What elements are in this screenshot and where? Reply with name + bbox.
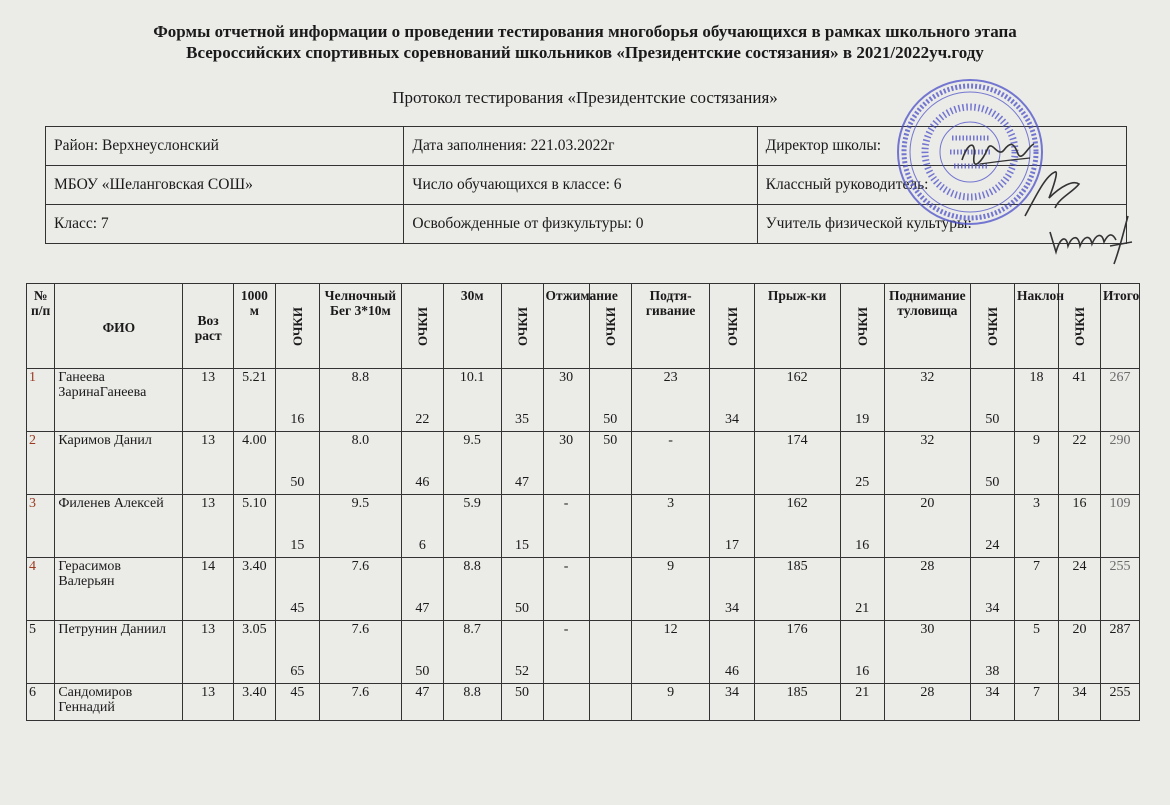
col-num: № п/п (27, 284, 55, 369)
points-cell: 24 (1059, 558, 1101, 621)
pullups-cell: - (631, 432, 710, 495)
bend-cell: 18 (1014, 369, 1058, 432)
total-cell: 287 (1101, 621, 1140, 684)
col-pullups: Подтя-гивание (631, 284, 710, 369)
bend-cell: 5 (1014, 621, 1058, 684)
pe-teacher-signature (1046, 212, 1136, 268)
school-cell: МБОУ «Шеланговская СОШ» (46, 166, 404, 205)
run30-cell: 8.7 (443, 621, 501, 684)
points-cell: 16 (1059, 495, 1101, 558)
points-cell: 34 (970, 558, 1014, 621)
student-name: Ганеева ЗаринаГанеева (55, 369, 183, 432)
run30-cell: 5.9 (443, 495, 501, 558)
points-cell: 15 (501, 495, 543, 558)
total-cell: 255 (1101, 684, 1140, 721)
points-cell: 50 (401, 621, 443, 684)
points-cell: 22 (1059, 432, 1101, 495)
director-signature (958, 132, 1038, 172)
run1000-cell: 3.05 (233, 621, 275, 684)
points-cell: 20 (1059, 621, 1101, 684)
student-name: Герасимов Валерьян (55, 558, 183, 621)
points-cell: 34 (710, 684, 754, 721)
points-cell: 50 (501, 684, 543, 721)
situps-cell: 32 (884, 432, 970, 495)
shuttle-cell: 7.6 (319, 558, 401, 621)
col-points-6: ОЧКИ (840, 284, 884, 369)
col-points-3: ОЧКИ (501, 284, 543, 369)
col-points-2: ОЧКИ (401, 284, 443, 369)
run1000-cell: 5.21 (233, 369, 275, 432)
points-cell: 16 (840, 495, 884, 558)
run1000-cell: 5.10 (233, 495, 275, 558)
row-number: 5 (27, 621, 55, 684)
student-name: Каримов Данил (55, 432, 183, 495)
points-cell (589, 621, 631, 684)
col-points-4: ОЧКИ (589, 284, 631, 369)
situps-cell: 20 (884, 495, 970, 558)
doc-title-line1: Формы отчетной информации о проведении тестирования многоборья обучающихся в рамках школьного этапа (153, 22, 1017, 41)
points-cell: 34 (1059, 684, 1101, 721)
total-cell: 267 (1101, 369, 1140, 432)
points-cell: 45 (275, 558, 319, 621)
points-cell: 38 (970, 621, 1014, 684)
points-cell: 34 (710, 369, 754, 432)
points-cell: 46 (710, 621, 754, 684)
run1000-cell: 3.40 (233, 684, 275, 721)
total-cell: 109 (1101, 495, 1140, 558)
col-points-7: ОЧКИ (970, 284, 1014, 369)
col-fio: ФИО (55, 284, 183, 369)
bend-cell: 9 (1014, 432, 1058, 495)
run1000-cell: 3.40 (233, 558, 275, 621)
results-table (26, 283, 1140, 721)
pushups-cell: - (543, 621, 589, 684)
run30-cell: 10.1 (443, 369, 501, 432)
points-cell: 16 (840, 621, 884, 684)
col-pushups: Отжимание (543, 284, 589, 369)
student-name: Сандомиров Геннадий (55, 684, 183, 721)
points-cell: 25 (840, 432, 884, 495)
table-row (27, 684, 1140, 721)
col-points-1: ОЧКИ (275, 284, 319, 369)
points-cell: 47 (401, 684, 443, 721)
director-cell: Директор школы: (757, 127, 1126, 166)
shuttle-cell: 8.8 (319, 369, 401, 432)
points-cell: 17 (710, 495, 754, 558)
points-cell: 21 (840, 684, 884, 721)
jump-cell: 162 (754, 369, 840, 432)
points-cell: 16 (275, 369, 319, 432)
col-30m: 30м (443, 284, 501, 369)
situps-cell: 30 (884, 621, 970, 684)
age-cell: 13 (183, 684, 233, 721)
table-row (27, 432, 1140, 495)
points-cell: 50 (275, 432, 319, 495)
age-cell: 13 (183, 495, 233, 558)
points-cell: 15 (275, 495, 319, 558)
age-cell: 13 (183, 621, 233, 684)
bend-cell: 3 (1014, 495, 1058, 558)
points-cell: 19 (840, 369, 884, 432)
table-row (27, 369, 1140, 432)
shuttle-cell: 9.5 (319, 495, 401, 558)
age-cell: 13 (183, 432, 233, 495)
jump-cell: 176 (754, 621, 840, 684)
pullups-cell: 3 (631, 495, 710, 558)
col-age: Воз раст (183, 284, 233, 369)
points-cell: 50 (589, 369, 631, 432)
table-row (27, 558, 1140, 621)
row-number: 6 (27, 684, 55, 721)
points-cell (589, 684, 631, 721)
points-cell: 46 (401, 432, 443, 495)
pushups-cell (543, 684, 589, 721)
district-cell: Район: Верхнеуслонский (46, 127, 404, 166)
points-cell: 22 (401, 369, 443, 432)
points-cell (710, 432, 754, 495)
points-cell: 47 (501, 432, 543, 495)
col-points-5: ОЧКИ (710, 284, 754, 369)
row-number: 3 (27, 495, 55, 558)
exempt-cell: Освобожденные от физкультуры: 0 (404, 205, 757, 244)
shuttle-cell: 7.6 (319, 684, 401, 721)
run1000-cell: 4.00 (233, 432, 275, 495)
jump-cell: 185 (754, 684, 840, 721)
jump-cell: 162 (754, 495, 840, 558)
pullups-cell: 9 (631, 684, 710, 721)
situps-cell: 28 (884, 684, 970, 721)
row-number: 2 (27, 432, 55, 495)
points-cell: 24 (970, 495, 1014, 558)
situps-cell: 28 (884, 558, 970, 621)
pullups-cell: 12 (631, 621, 710, 684)
student-name: Филенев Алексей (55, 495, 183, 558)
pe-teacher-cell: Учитель физической культуры: (757, 205, 1126, 244)
jump-cell: 174 (754, 432, 840, 495)
points-cell: 50 (589, 432, 631, 495)
points-cell: 50 (501, 558, 543, 621)
points-cell: 35 (501, 369, 543, 432)
table-row (27, 495, 1140, 558)
pullups-cell: 9 (631, 558, 710, 621)
jump-cell: 185 (754, 558, 840, 621)
run30-cell: 8.8 (443, 558, 501, 621)
run30-cell: 9.5 (443, 432, 501, 495)
situps-cell: 32 (884, 369, 970, 432)
points-cell: 45 (275, 684, 319, 721)
doc-title-line2: Всероссийских спортивных соревнований школьников «Президентские состязания» в 2021/2022уч.году (186, 43, 984, 62)
date-cell: Дата заполнения: 221.03.2022г (404, 127, 757, 166)
run30-cell: 8.8 (443, 684, 501, 721)
points-cell: 65 (275, 621, 319, 684)
pushups-cell: 30 (543, 432, 589, 495)
age-cell: 13 (183, 369, 233, 432)
points-cell: 34 (710, 558, 754, 621)
pullups-cell: 23 (631, 369, 710, 432)
class-cell: Класс: 7 (46, 205, 404, 244)
points-cell: 52 (501, 621, 543, 684)
points-cell (589, 558, 631, 621)
age-cell: 14 (183, 558, 233, 621)
total-cell: 255 (1101, 558, 1140, 621)
col-jump: Прыж-ки (754, 284, 840, 369)
row-number: 4 (27, 558, 55, 621)
pushups-cell: - (543, 558, 589, 621)
col-total: Итого (1101, 284, 1140, 369)
bend-cell: 7 (1014, 558, 1058, 621)
points-cell: 41 (1059, 369, 1101, 432)
points-cell: 34 (970, 684, 1014, 721)
row-number: 1 (27, 369, 55, 432)
shuttle-cell: 8.0 (319, 432, 401, 495)
pushups-cell: 30 (543, 369, 589, 432)
student-name: Петрунин Даниил (55, 621, 183, 684)
table-row (27, 621, 1140, 684)
protocol-title: Протокол тестирования «Президентские состязания» (392, 88, 778, 107)
col-shuttle: Челночный Бег 3*10м (319, 284, 401, 369)
col-situps: Поднимание туловища (884, 284, 970, 369)
col-1000m: 1000 м (233, 284, 275, 369)
points-cell: 47 (401, 558, 443, 621)
bend-cell: 7 (1014, 684, 1058, 721)
shuttle-cell: 7.6 (319, 621, 401, 684)
col-points-8: ОЧКИ (1059, 284, 1101, 369)
total-cell: 290 (1101, 432, 1140, 495)
class-teacher-cell: Классный руководитель: (757, 166, 1126, 205)
students-count-cell: Число обучающихся в классе: 6 (404, 166, 757, 205)
pushups-cell: - (543, 495, 589, 558)
points-cell: 50 (970, 369, 1014, 432)
points-cell: 50 (970, 432, 1014, 495)
points-cell (589, 495, 631, 558)
col-bend: Наклон (1014, 284, 1058, 369)
points-cell: 6 (401, 495, 443, 558)
points-cell: 21 (840, 558, 884, 621)
